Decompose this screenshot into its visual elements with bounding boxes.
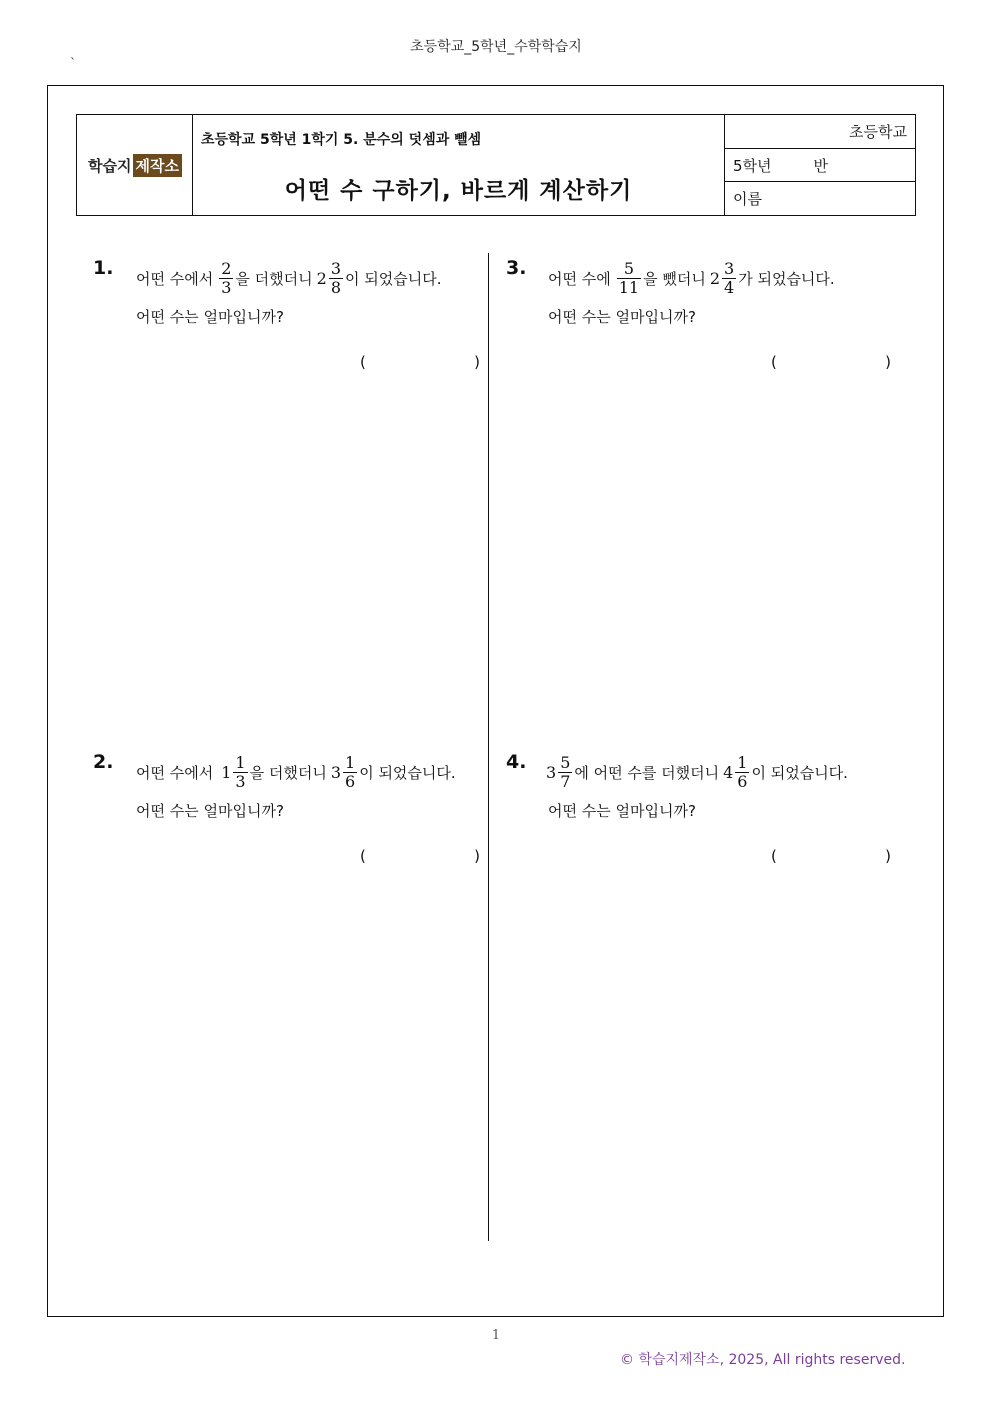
fraction-a xyxy=(617,260,641,297)
fraction-b xyxy=(343,754,357,791)
answer-box[interactable] xyxy=(771,847,891,865)
statement-text: 을 뺐더니 xyxy=(643,269,706,288)
fraction-a xyxy=(558,754,572,791)
logo xyxy=(87,154,182,177)
whole-number: 4 xyxy=(723,762,734,782)
numerator: 1 xyxy=(345,752,356,772)
numerator: 1 xyxy=(737,752,748,772)
whole-number: 2 xyxy=(709,268,721,288)
column-divider xyxy=(488,253,489,1241)
denominator: 3 xyxy=(235,771,246,791)
denominator: 3 xyxy=(221,277,232,297)
grade-label: 5학년 xyxy=(733,156,772,175)
paren-open: ( xyxy=(360,353,366,371)
whole-number: 3 xyxy=(330,762,341,782)
problem-statement xyxy=(542,746,848,798)
title-cell xyxy=(193,115,725,215)
numerator: 5 xyxy=(560,752,571,772)
logo-part2: 제작소 xyxy=(133,154,182,177)
worksheet-title: 어떤 수 구하기, 바르게 계산하기 xyxy=(284,178,633,204)
problem-number: 1. xyxy=(93,257,114,279)
answer-box[interactable] xyxy=(360,847,480,865)
statement-text: 에 어떤 수를 더했더니 xyxy=(574,763,720,782)
statement-text: 어떤 수에서 xyxy=(136,763,214,782)
whole-number: 2 xyxy=(316,268,327,288)
statement-text: 을 더했더니 xyxy=(249,763,327,782)
numerator: 2 xyxy=(221,258,232,278)
numerator: 3 xyxy=(724,258,735,278)
statement-text: 이 되었습니다. xyxy=(751,763,848,782)
statement-text: 가 되었습니다. xyxy=(738,269,835,288)
whole-number: 1 xyxy=(221,762,232,782)
answer-box[interactable] xyxy=(360,353,480,371)
numerator: 3 xyxy=(330,258,341,278)
paren-open: ( xyxy=(360,847,366,865)
fraction-b xyxy=(722,260,736,297)
whole-number: 3 xyxy=(546,762,557,782)
student-info xyxy=(725,115,915,215)
logo-cell xyxy=(77,115,193,215)
numerator: 5 xyxy=(623,258,634,278)
problem-number: 4. xyxy=(506,751,527,773)
paren-open: ( xyxy=(771,353,777,371)
denominator: 8 xyxy=(330,277,341,297)
page-number: 1 xyxy=(491,1328,501,1343)
fraction-a xyxy=(219,260,233,297)
paren-close: ) xyxy=(474,847,480,865)
problem-number: 2. xyxy=(93,751,114,773)
denominator: 6 xyxy=(737,771,748,791)
statement-text: 이 되었습니다. xyxy=(359,763,456,782)
fraction-a xyxy=(233,754,247,791)
denominator: 11 xyxy=(618,277,640,297)
page-header: 초등학교_5학년_수학학습지 xyxy=(410,39,582,55)
class-label: 반 xyxy=(813,156,829,175)
denominator: 4 xyxy=(724,277,735,297)
paren-open: ( xyxy=(771,847,777,865)
copyright-notice: © 학습지제작소, 2025, All rights reserved. xyxy=(620,1352,906,1368)
problem-statement xyxy=(132,746,456,798)
school-row xyxy=(725,115,915,149)
logo-part1: 학습지 xyxy=(88,156,132,175)
school-label: 초등학교 xyxy=(849,122,907,141)
denominator: 6 xyxy=(345,771,356,791)
answer-box[interactable] xyxy=(771,353,891,371)
denominator: 7 xyxy=(560,771,571,791)
question-text: 어떤 수는 얼마입니까? xyxy=(136,308,284,326)
statement-text: 이 되었습니다. xyxy=(345,269,442,288)
name-label: 이름 xyxy=(733,190,762,209)
problem-statement xyxy=(132,252,441,304)
question-text: 어떤 수는 얼마입니까? xyxy=(136,802,284,820)
statement-text: 어떤 수에서 xyxy=(136,269,214,288)
paren-close: ) xyxy=(885,353,891,371)
grade-class-row[interactable] xyxy=(725,149,915,183)
fraction-b xyxy=(329,260,343,297)
paren-close: ) xyxy=(474,353,480,371)
problem-number: 3. xyxy=(506,257,527,279)
problem-statement xyxy=(544,252,835,304)
tick-mark: ` xyxy=(70,56,76,70)
question-text: 어떤 수는 얼마입니까? xyxy=(548,802,696,820)
paren-close: ) xyxy=(885,847,891,865)
statement-text: 어떤 수에 xyxy=(548,269,611,288)
fraction-b xyxy=(735,754,749,791)
question-text: 어떤 수는 얼마입니까? xyxy=(548,308,696,326)
worksheet-subtitle: 초등학교 5학년 1학기 5. 분수의 덧셈과 뺄셈 xyxy=(201,132,482,148)
statement-text: 을 더했더니 xyxy=(235,269,313,288)
header-table xyxy=(76,114,916,216)
numerator: 1 xyxy=(235,752,246,772)
name-row[interactable] xyxy=(725,182,915,215)
